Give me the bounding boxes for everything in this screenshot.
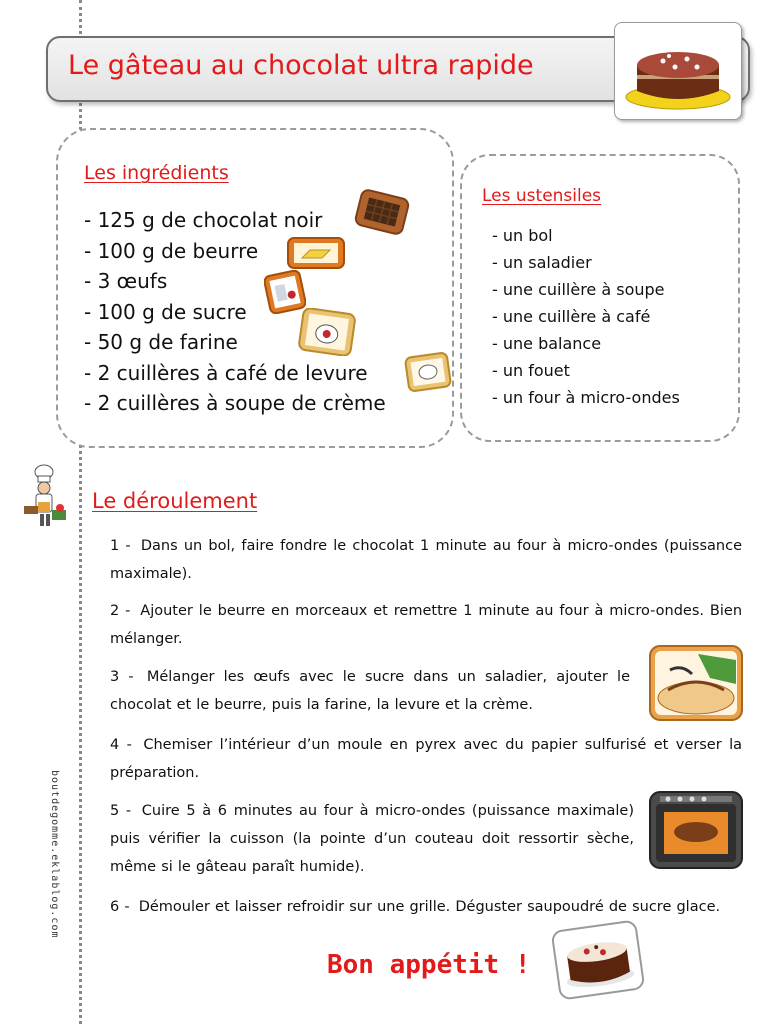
step-text: Cuire 5 à 6 minutes au four à micro-ondes (puissance maximale) puis vérifier la cuisson (la pointe d’un couteau doit ressortir sèche, même si le gâteau paraît humide). (110, 803, 634, 875)
utensil-item: - un bol (492, 226, 553, 245)
step-item (110, 731, 742, 787)
utensil-item: - un fouet (492, 361, 570, 380)
step-item (110, 893, 742, 921)
step-text: Chemiser l’intérieur d’un moule en pyrex avec du papier sulfurisé et verser la préparation. (110, 737, 743, 781)
step-item (110, 663, 630, 719)
step-item (110, 797, 634, 881)
step-number: 6 - (110, 899, 130, 915)
ingredient-item: - 3 œufs (84, 269, 168, 293)
chocolate-icon (352, 186, 412, 238)
site-credit: boutdegomme.eklablog.com (49, 770, 60, 939)
microwave-illustration (648, 790, 744, 870)
mixing-illustration (648, 644, 744, 722)
step-text: Ajouter le beurre en morceaux et remettre 1 minute au four à micro-ondes. Bien mélanger. (110, 603, 743, 647)
utensil-item: - une cuillère à soupe (492, 280, 665, 299)
page-title: Le gâteau au chocolat ultra rapide (68, 50, 534, 81)
cake-image (614, 22, 742, 120)
utensil-item: - une balance (492, 334, 602, 353)
ingredient-item: - 100 g de sucre (84, 299, 247, 324)
chef-illustration (18, 462, 74, 532)
step-item (110, 532, 742, 588)
bon-appetit-text: Bon appétit ! (327, 950, 531, 980)
ingredient-item: - 125 g de chocolat noir (84, 208, 323, 232)
utensils-title: Les ustensiles (482, 186, 602, 206)
steps-title: Le déroulement (92, 489, 258, 513)
ingredients-title: Les ingrédients (84, 162, 229, 184)
yeast-icon (404, 352, 452, 392)
ingredient-item: - 50 g de farine (84, 330, 238, 354)
utensil-item: - un saladier (492, 253, 592, 272)
step-text: Démouler et laisser refroidir sur une grille. Déguster saupoudré de sucre glace. (138, 899, 721, 915)
step-number: 4 - (110, 737, 132, 753)
step-number: 1 - (110, 538, 131, 554)
step-number: 2 - (110, 603, 131, 619)
ingredient-item: - 100 g de beurre (84, 238, 259, 263)
ingredient-item: - 2 cuillères à soupe de crème (84, 391, 386, 415)
utensil-item: - une cuillère à café (492, 307, 651, 326)
step-number: 3 - (110, 669, 134, 685)
step-text: Dans un bol, faire fondre le chocolat 1 minute au four à micro-ondes (puissance maximale). (110, 538, 742, 582)
step-number: 5 - (110, 803, 132, 819)
butter-icon (286, 236, 346, 270)
cake-slice-illustration (552, 920, 644, 1000)
step-text: Mélanger les œufs avec le sucre dans un saladier, ajouter le chocolat et le beurre, puis la farine, la levure et la crème. (110, 669, 630, 713)
utensil-item: - un four à micro-ondes (492, 388, 680, 407)
utensils-list (492, 222, 680, 411)
ingredient-item: - 2 cuillères à café de levure (84, 360, 368, 385)
sugar-icon (298, 308, 356, 356)
